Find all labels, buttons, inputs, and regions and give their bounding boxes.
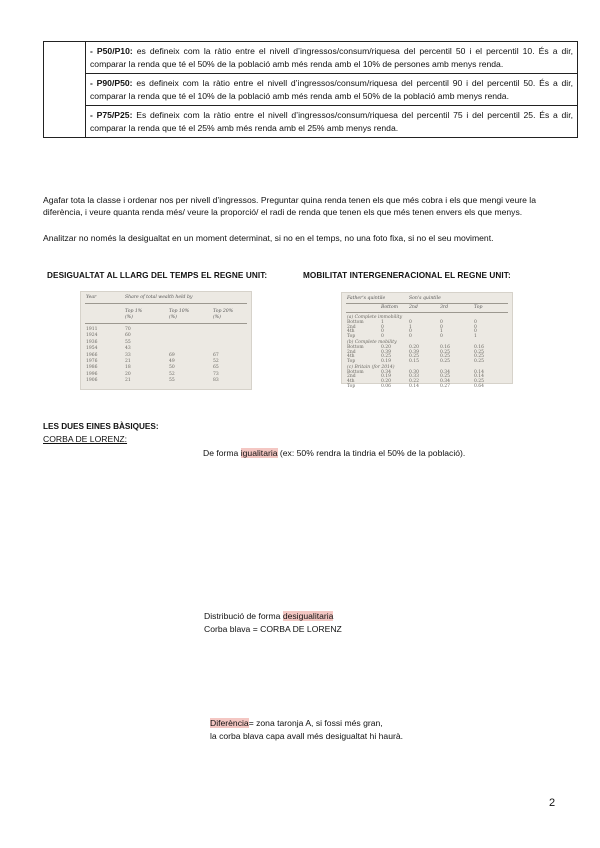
mobility-table-cell: 0 [381,324,384,330]
wealth-table-cell: 1936 [86,339,98,345]
mobility-table-cell: 0 [381,334,384,339]
wealth-table-cell: 33 [125,352,131,358]
mobility-table-cell: 0.20 [409,345,420,350]
wealth-table-cell: 60 [125,333,131,339]
definition-p50-p10 [86,42,577,73]
mobility-table-cell: 0.34 [440,379,451,384]
wealth-table-row [81,327,251,333]
mobility-table-image [341,292,513,389]
mobility-table-cell: 0 [474,329,477,335]
mobility-table-cell: Top [347,383,356,389]
wealth-table-cell: 70 [125,327,131,332]
mobility-table-cell: Bottom [347,345,364,350]
mobility-table-cell: 0 [409,320,412,326]
mobility-table-cell: 0.16 [474,345,485,350]
wealth-table-row [81,346,251,352]
wealth-table-cell: 65 [213,365,219,371]
wealth-table-cell: 69 [169,352,175,358]
wealth-table-cell: 52 [213,359,219,364]
mobility-table-cell: 0.30 [409,369,420,375]
mobility-table-cell: 0.14 [474,374,485,380]
mobility-table-cell: 0.19 [381,374,392,380]
wealth-table-cell: 1924 [86,333,98,339]
intro-paragraph-1: Agafar tota la classe i ordenar nos per nivell d’ingressos. Preguntar quina renda tenen els que més cobra i els que mengi veure la diferència, i veure quanta renda més/ veure la proporció/ el radi de renda que tenen els que més tenen envers els que menys. [43,195,536,218]
mobility-table-cell: 0.39 [409,349,420,355]
mobility-table-cell: 0.34 [381,369,392,375]
wealth-table-row [81,365,251,371]
mobility-table-cell: 0.22 [409,379,420,384]
wealth-table-cell: 1906 [86,378,98,384]
wealth-table-cell: 73 [213,371,219,377]
mobility-table-cell: 0.34 [440,369,451,375]
highlight-diferencia: Diferència [210,718,249,728]
text-fragment: De forma [203,448,241,458]
table-rule [85,323,247,324]
term-p75-p25: - P75/P25: [90,110,133,120]
term-p90-p50: - P90/P50: [90,78,133,88]
mobility-table-cell: 2nd [347,374,356,380]
wealth-table-cell: 55 [169,378,175,384]
mobility-son-header: Son's quintile [409,296,441,301]
mobility-table-cell: 0.25 [440,358,451,364]
mobility-table-cell: 0.39 [381,349,392,355]
definition-p90-p50 [86,73,577,105]
mobility-table-cell: 4th [347,354,355,360]
wealth-table-cell: 52 [169,371,175,377]
mobility-table-cell: 0.25 [440,374,451,380]
mobility-table-cell: 0.27 [440,383,451,389]
mobility-table-cell: 1 [381,320,384,326]
wealth-col-top20: Top 20% [213,309,234,314]
mobility-table-cell: Top [347,358,356,364]
difference-line1 [210,717,383,729]
table-rule [85,303,247,304]
wealth-table-cell: 1986 [86,365,98,371]
mobility-group-label: (c) Britain (for 2014) [347,364,395,370]
wealth-table-row [81,359,251,365]
mobility-table-cell: Bottom [347,320,364,326]
mobility-table-cell: 0 [474,324,477,330]
mobility-table-cell: Bottom [347,369,364,375]
lorenz-curve-definition: Corba blava = CORBA DE LORENZ [204,624,342,634]
mobility-table-cell: 0.25 [474,354,485,360]
highlight-desigualitaria: desigualitaria [282,611,334,621]
tools-heading: LES DUES EINES BÀSIQUES: [43,422,159,431]
wealth-table-row [81,372,251,378]
definitions-cell [86,42,578,138]
wealth-unit: (%) [125,315,133,320]
wealth-share-header: Share of total wealth held by [125,295,193,300]
table-rule [346,303,508,304]
wealth-table-cell: 1996 [86,371,98,377]
definition-text: es defineix com la ràtio entre el nivell d’ingressos/consum/riquesa del percentil 90 i del percentil 50. És a dir, comparar la renda que té el 10% de la població amb més renda amb el 50% de la població amb menys renda. [90,78,573,101]
mobility-table-cell: 0.64 [474,383,485,389]
wealth-table-cell: 20 [125,371,131,377]
mobility-table-cell: 2nd [347,324,356,330]
wealth-table-row [81,340,251,346]
mobility-table-cell: 1 [440,329,443,335]
mobility-table-cell: 0 [381,329,384,335]
intro-paragraph-2: Analitzar no només la desigualtat en un moment determinat, si no en el temps, no una foto fixa, si no el seu moviment. [43,233,494,243]
wealth-unit: (%) [169,315,177,320]
mobility-table-cell: Top [347,334,356,339]
highlight-igualitaria: igualitaria [240,448,278,458]
wealth-table-row [81,378,251,384]
mobility-table-cell: 0 [409,334,412,339]
wealth-table-cell: 55 [125,339,131,345]
mobility-group-label: (b) Complete mobility [347,339,397,345]
wealth-table-cell: 21 [125,378,131,384]
mobility-table-cell: 0 [440,324,443,330]
mobility-table-cell: 0.20 [381,379,392,384]
wealth-share-table-image [80,291,252,390]
wealth-table-cell: 21 [125,359,131,364]
wealth-table-cell: 1966 [86,352,98,358]
definition-p75-p25 [86,105,577,137]
mobility-table-cell: 0.25 [409,354,420,360]
wealth-unit: (%) [213,315,221,320]
mobility-col: 2nd [409,305,418,310]
definitions-table [43,41,578,138]
mobility-table-cell: 4th [347,329,355,335]
mobility-table-cell: 2nd [347,349,356,355]
mobility-table-cell: 4th [347,379,355,384]
mobility-table-cell: 0 [474,320,477,326]
difference-line2: la corba blava capa avall més desigualtat hi haurà. [210,731,403,741]
mobility-table-cell: 0.25 [440,354,451,360]
wealth-table-row [81,353,251,359]
heading-inequality-over-time: DESIGUALTAT AL LLARG DEL TEMPS EL REGNE UNIT: [47,271,268,280]
text-fragment: Distribució de forma [204,611,283,621]
wealth-table-cell: 1911 [86,327,98,332]
wealth-year-header: Year [86,295,97,300]
heading-intergenerational-mobility: MOBILITAT INTERGENERACIONAL EL REGNE UNIT: [303,271,511,280]
mobility-table-cell: 1 [409,324,412,330]
wealth-col-top10: Top 10% [169,309,190,314]
mobility-col: 3rd [440,305,449,310]
mobility-table-cell: 0.20 [381,345,392,350]
text-fragment: (ex: 50% rendra la tindria el 50% de la població). [277,448,466,458]
wealth-table-cell: 1976 [86,359,98,364]
mobility-table-cell: 0.33 [409,374,420,380]
wealth-table-row [81,333,251,339]
mobility-table-cell: 0.06 [381,383,392,389]
mobility-table-cell: 0.25 [440,349,451,355]
mobility-group-label: (a) Complete immobility [347,315,403,320]
mobility-table-cell: 0.15 [409,358,420,364]
lorenz-curve-label: CORBA DE LORENZ: [43,434,128,444]
mobility-table-cell: 0 [440,320,443,326]
wealth-table-cell: 83 [213,378,219,384]
definition-text: es defineix com la ràtio entre el nivell d’ingressos/consum/riquesa del percentil 50 i el percentil 10. És a dir, comparar la renda que té el 50% de la població amb més renda amb el 10% de persones amb menys renda. [90,46,573,69]
mobility-table-cell: 0.16 [440,345,451,350]
mobility-table-cell: 1 [474,334,477,339]
page-number: 2 [549,797,556,809]
mobility-father-header: Father's quintile [347,296,386,301]
mobility-col: Top [474,305,483,310]
mobility-table-cell: 0.25 [474,379,485,384]
mobility-table-cell: 0 [409,329,412,335]
wealth-table-cell: 49 [169,359,175,364]
mobility-table-row [342,384,512,390]
mobility-table-cell: 0.25 [381,354,392,360]
wealth-table-cell: 1954 [86,346,98,352]
table-rule [346,312,508,313]
mobility-col: Bottom [381,305,398,310]
mobility-table-cell: 0 [440,334,443,339]
mobility-table-cell: 0.25 [474,358,485,364]
wealth-table-cell: 50 [169,365,175,371]
mobility-table-cell: 0.14 [474,369,485,375]
mobility-table-cell: 0.19 [381,358,392,364]
equal-distribution-text [203,447,465,459]
wealth-table-cell: 67 [213,352,219,358]
unequal-distribution-line1 [204,610,333,622]
mobility-table-cell: 0.25 [474,349,485,355]
term-p50-p10: - P50/P10: [90,46,133,56]
definitions-empty-cell [44,42,86,138]
definition-text: Es defineix com la ràtio entre el nivell d’ingressos/consum/riquesa del percentil 75 i del percentil 25. És a dir, comparar la renda que té el 25% amb més renda amb el 25% amb menys renda. [90,110,573,133]
wealth-col-top1: Top 1% [125,309,143,314]
wealth-table-cell: 43 [125,346,131,352]
text-fragment: = zona taronja A, si fossi més gran, [248,718,383,728]
mobility-table-cell: 0.14 [409,383,420,389]
wealth-table-cell: 18 [125,365,131,371]
